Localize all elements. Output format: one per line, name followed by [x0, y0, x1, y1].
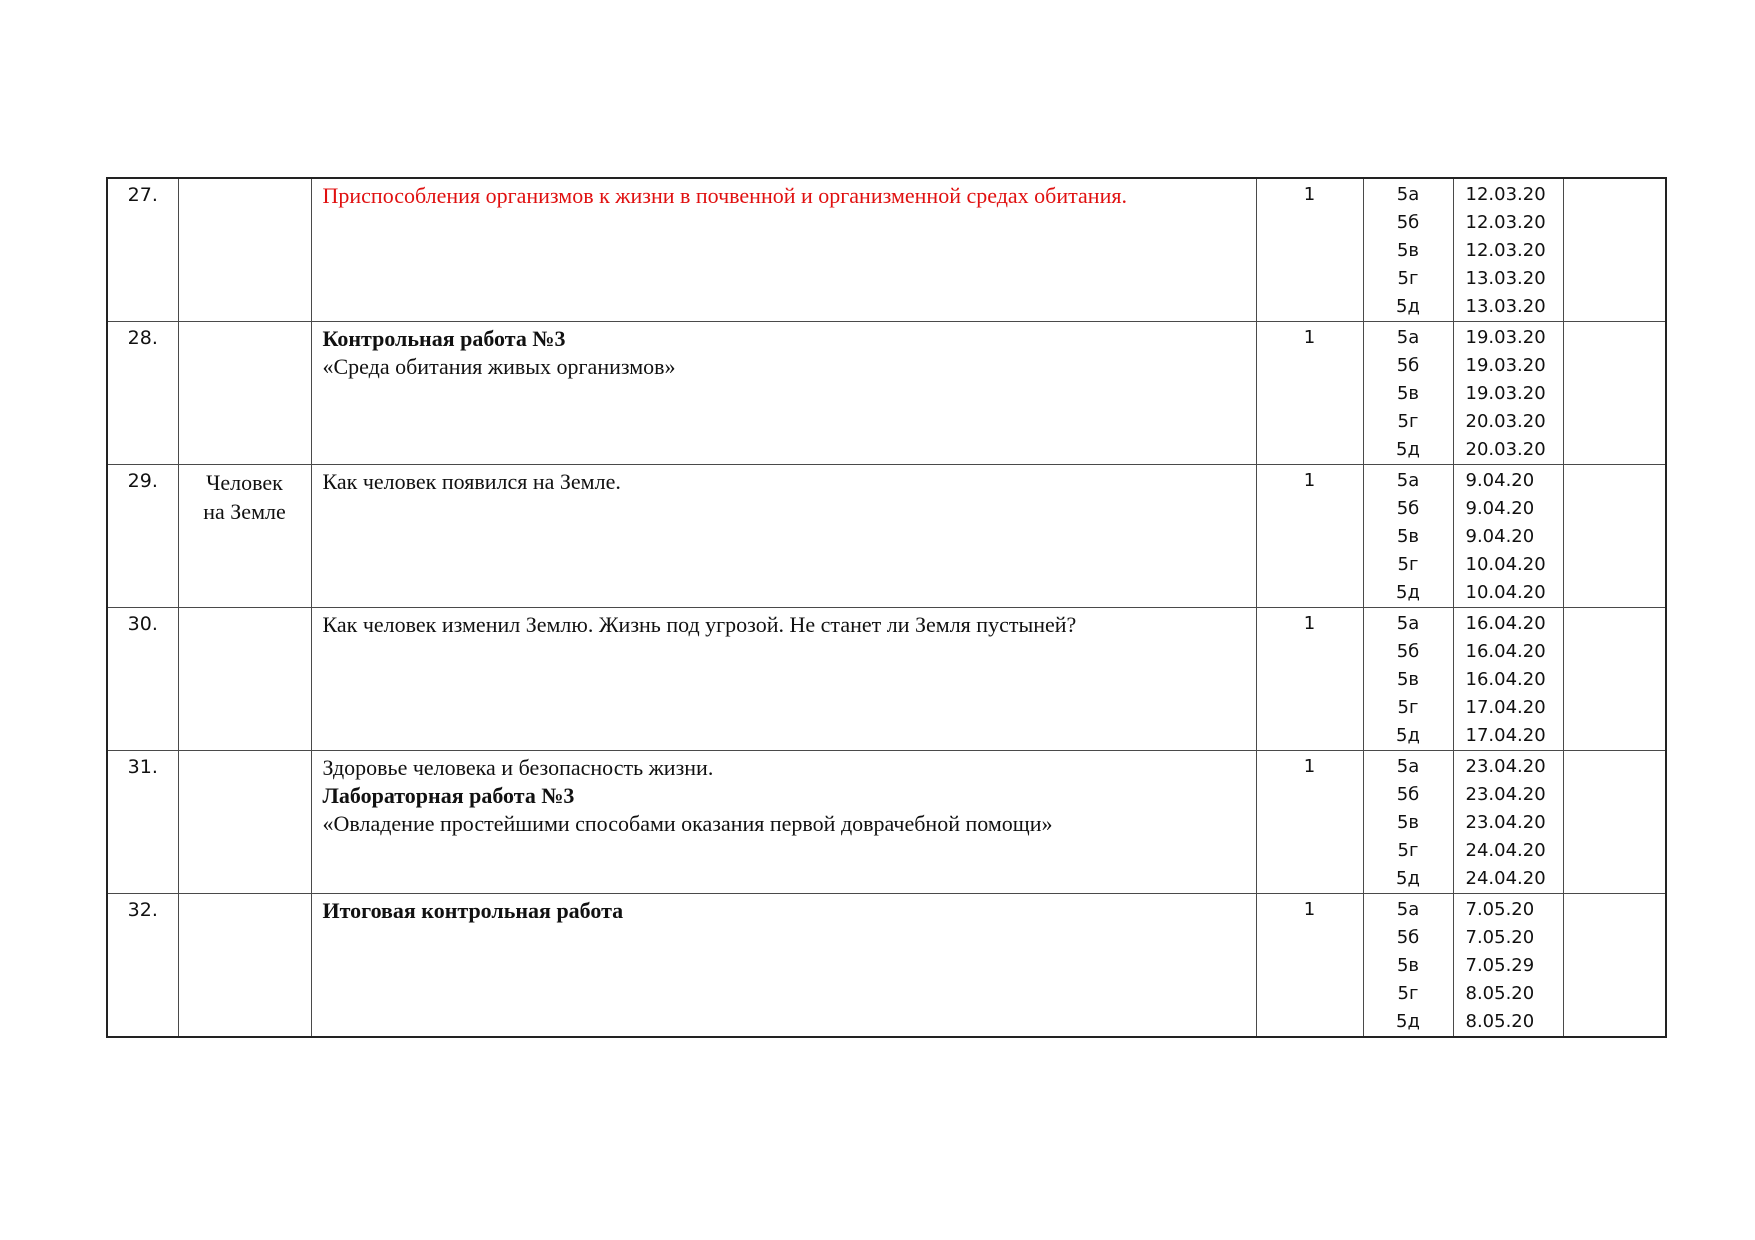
class-label: 5в: [1396, 383, 1420, 404]
topic-text: Здоровье человека и безопасность жизни.: [322, 755, 714, 780]
classes-cell: [1363, 894, 1453, 1038]
class-label: 5а: [1396, 470, 1420, 491]
hours-count: 1: [1256, 465, 1363, 608]
lesson-date: 12.03.20: [1465, 184, 1546, 205]
dates-cell: [1453, 322, 1563, 465]
hours-count: 1: [1256, 608, 1363, 751]
table-row: [107, 608, 1666, 751]
table-row: [107, 465, 1666, 608]
topic-cell: [311, 894, 1256, 1038]
lesson-date: 20.03.20: [1465, 411, 1546, 432]
class-label: 5в: [1396, 240, 1420, 261]
topic-heading: Лабораторная работа №3: [322, 783, 575, 808]
lesson-date: 7.05.29: [1465, 955, 1535, 976]
lesson-date: 12.03.20: [1465, 212, 1546, 233]
lesson-date: 16.04.20: [1465, 613, 1546, 634]
lesson-number: 27.: [107, 178, 178, 322]
table-row: [107, 178, 1666, 322]
hours-count: 1: [1256, 178, 1363, 322]
lesson-date: 9.04.20: [1465, 526, 1535, 547]
topic-heading: Итоговая контрольная работа: [322, 898, 624, 923]
class-label: 5в: [1396, 812, 1420, 833]
dates-cell: [1453, 465, 1563, 608]
lesson-date: 7.05.20: [1465, 899, 1535, 920]
class-label: 5д: [1396, 725, 1420, 746]
notes-cell: [1563, 608, 1666, 751]
class-label: 5д: [1396, 582, 1420, 603]
class-label: 5а: [1396, 613, 1420, 634]
classes-cell: [1363, 322, 1453, 465]
topic-text: Приспособления организмов к жизни в почвенной и организменной средах обитания.: [322, 183, 1127, 208]
lesson-date: 17.04.20: [1465, 725, 1546, 746]
lesson-date: 13.03.20: [1465, 296, 1546, 317]
lesson-date: 10.04.20: [1465, 582, 1546, 603]
class-label: 5в: [1396, 955, 1420, 976]
class-label: 5а: [1396, 327, 1420, 348]
table-body: [107, 178, 1666, 1037]
class-label: 5г: [1397, 840, 1419, 861]
table-row: [107, 894, 1666, 1038]
lesson-date: 13.03.20: [1465, 268, 1546, 289]
lesson-date: 19.03.20: [1465, 327, 1546, 348]
class-label: 5г: [1397, 983, 1419, 1004]
section-cell: [178, 608, 311, 751]
class-label: 5б: [1396, 927, 1420, 948]
topic-text: Как человек появился на Земле.: [322, 469, 621, 494]
section-cell: [178, 894, 311, 1038]
topic-text: Как человек изменил Землю. Жизнь под угрозой. Не станет ли Земля пустыней?: [322, 612, 1077, 637]
hours-count: 1: [1256, 322, 1363, 465]
classes-cell: [1363, 178, 1453, 322]
lesson-date: 9.04.20: [1465, 498, 1535, 519]
topic-cell: [311, 178, 1256, 322]
lesson-date: 24.04.20: [1465, 840, 1546, 861]
lesson-date: 8.05.20: [1465, 983, 1535, 1004]
section-cell: [178, 465, 311, 608]
class-label: 5а: [1396, 756, 1420, 777]
dates-cell: [1453, 751, 1563, 894]
lesson-date: 19.03.20: [1465, 355, 1546, 376]
lesson-number: 29.: [107, 465, 178, 608]
class-label: 5а: [1396, 899, 1420, 920]
notes-cell: [1563, 465, 1666, 608]
class-label: 5б: [1396, 498, 1420, 519]
lesson-date: 16.04.20: [1465, 641, 1546, 662]
classes-cell: [1363, 751, 1453, 894]
notes-cell: [1563, 894, 1666, 1038]
lesson-date: 23.04.20: [1465, 784, 1546, 805]
class-label: 5г: [1397, 697, 1419, 718]
dates-cell: [1453, 608, 1563, 751]
lesson-date: 17.04.20: [1465, 697, 1546, 718]
dates-cell: [1453, 178, 1563, 322]
class-label: 5б: [1396, 212, 1420, 233]
section-title-line: на Земле: [203, 499, 286, 524]
class-label: 5б: [1396, 784, 1420, 805]
topic-heading: Контрольная работа №3: [322, 326, 566, 351]
lesson-date: 23.04.20: [1465, 756, 1546, 777]
notes-cell: [1563, 322, 1666, 465]
topic-cell: [311, 465, 1256, 608]
class-label: 5б: [1396, 641, 1420, 662]
lesson-number: 31.: [107, 751, 178, 894]
section-cell: [178, 322, 311, 465]
class-label: 5в: [1396, 526, 1420, 547]
topic-text: «Овладение простейшими способами оказания первой доврачебной помощи»: [322, 811, 1053, 836]
lesson-number: 28.: [107, 322, 178, 465]
lesson-date: 24.04.20: [1465, 868, 1546, 889]
class-label: 5г: [1397, 411, 1419, 432]
lesson-date: 20.03.20: [1465, 439, 1546, 460]
lesson-date: 7.05.20: [1465, 927, 1535, 948]
notes-cell: [1563, 751, 1666, 894]
hours-count: 1: [1256, 894, 1363, 1038]
lesson-number: 30.: [107, 608, 178, 751]
lesson-date: 9.04.20: [1465, 470, 1535, 491]
topic-cell: [311, 608, 1256, 751]
section-title-line: Человек: [206, 470, 283, 495]
lesson-plan-table: [106, 177, 1667, 1038]
topic-cell: [311, 751, 1256, 894]
notes-cell: [1563, 178, 1666, 322]
lesson-number: 32.: [107, 894, 178, 1038]
class-label: 5д: [1396, 296, 1420, 317]
lesson-date: 23.04.20: [1465, 812, 1546, 833]
class-label: 5д: [1396, 439, 1420, 460]
class-label: 5а: [1396, 184, 1420, 205]
topic-cell: [311, 322, 1256, 465]
classes-cell: [1363, 608, 1453, 751]
lesson-date: 12.03.20: [1465, 240, 1546, 261]
lesson-date: 8.05.20: [1465, 1011, 1535, 1032]
class-label: 5д: [1396, 1011, 1420, 1032]
class-label: 5г: [1397, 554, 1419, 575]
section-cell: [178, 178, 311, 322]
table-row: [107, 751, 1666, 894]
section-cell: [178, 751, 311, 894]
class-label: 5б: [1396, 355, 1420, 376]
lesson-date: 19.03.20: [1465, 383, 1546, 404]
lesson-date: 10.04.20: [1465, 554, 1546, 575]
class-label: 5д: [1396, 868, 1420, 889]
class-label: 5г: [1397, 268, 1419, 289]
class-label: 5в: [1396, 669, 1420, 690]
hours-count: 1: [1256, 751, 1363, 894]
table-row: [107, 322, 1666, 465]
dates-cell: [1453, 894, 1563, 1038]
topic-text: «Среда обитания живых организмов»: [322, 354, 676, 379]
lesson-date: 16.04.20: [1465, 669, 1546, 690]
classes-cell: [1363, 465, 1453, 608]
